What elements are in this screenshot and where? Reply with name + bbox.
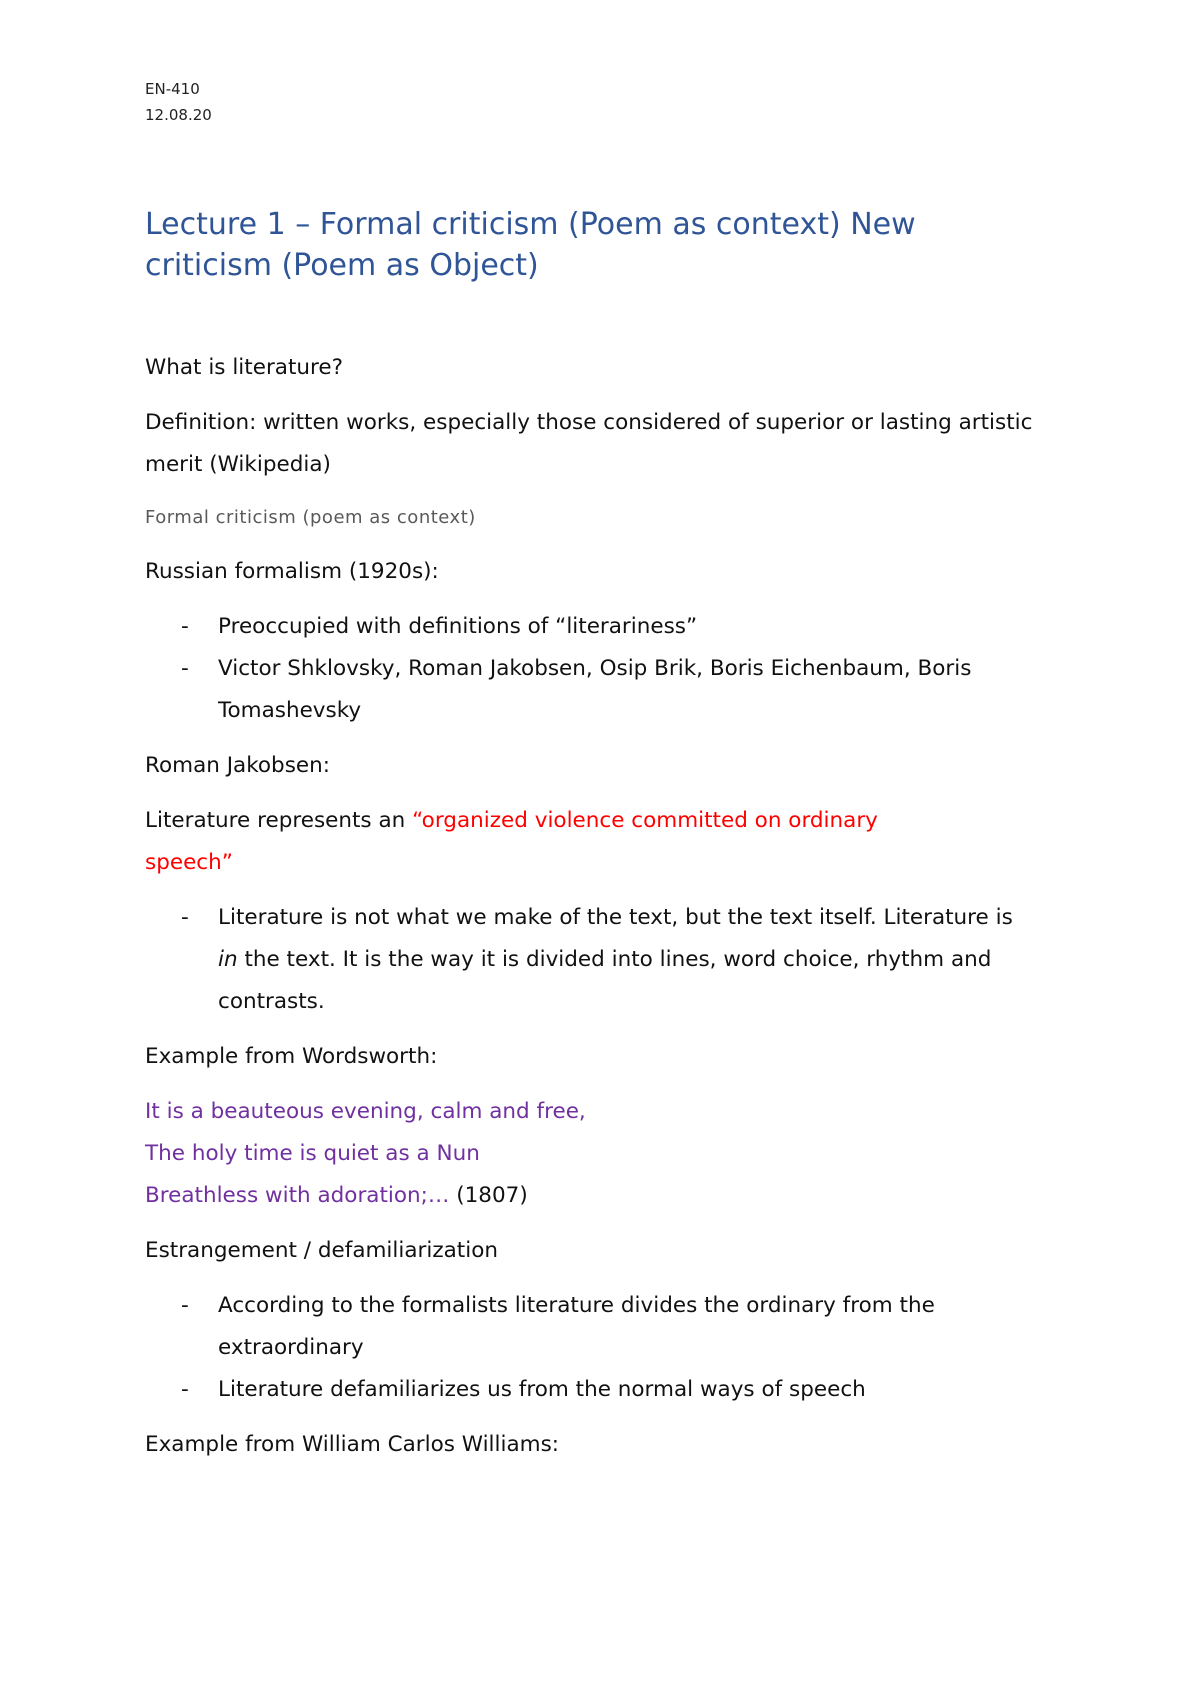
italic-emphasis: in (218, 947, 238, 972)
list-marker: - (181, 1293, 189, 1318)
list-item (145, 606, 1078, 648)
list-marker: - (181, 1377, 189, 1402)
russian-formalism-list (145, 606, 1080, 732)
estrangement-list (145, 1285, 1080, 1411)
list-marker: - (181, 656, 189, 681)
section-subheading: Formal criticism (poem as context) (145, 507, 476, 528)
list-item (145, 897, 1018, 1023)
list-item-text: Literature defamiliarizes us from the normal ways of speech (218, 1377, 866, 1402)
list-item (145, 1369, 1058, 1411)
jakobsen-list (145, 897, 1080, 1023)
williams-heading: Example from William Carlos Williams: (145, 1432, 560, 1457)
list-item-text: Literature is not what we make of the text, but the text itself. Literature is (218, 905, 1013, 930)
page-title: Lecture 1 – Formal criticism (Poem as context) New criticism (Poem as Object) (145, 207, 916, 283)
list-marker: - (181, 905, 189, 930)
poem-excerpt (145, 1091, 1080, 1217)
poem-line: The holy time is quiet as a Nun (145, 1141, 480, 1166)
list-item (145, 1285, 1058, 1369)
poem-line: It is a beauteous evening, calm and free, (145, 1099, 586, 1124)
highlighted-quote: “organized violence committed on ordinary speech” (145, 808, 878, 875)
quote-prefix: Literature represents an (145, 808, 413, 833)
estrangement-heading: Estrangement / defamiliarization (145, 1238, 498, 1263)
question-text: What is literature? (145, 355, 344, 380)
list-item (145, 648, 1078, 732)
list-item-text-cont: the text. It is the way it is divided into lines, word choice, rhythm and contrasts. (218, 947, 992, 1014)
jakobsen-quote-paragraph (145, 800, 945, 884)
definition-text: Definition: written works, especially those considered of superior or lasting artistic merit (Wikipedia) (145, 410, 1033, 477)
list-marker: - (181, 614, 189, 639)
course-code: EN-410 (145, 80, 200, 98)
poem-line-with-year (145, 1175, 1080, 1217)
poem-year: (1807) (449, 1183, 528, 1208)
russian-formalism-heading: Russian formalism (1920s): (145, 559, 439, 584)
jakobsen-heading: Roman Jakobsen: (145, 753, 331, 778)
list-item-text: According to the formalists literature divides the ordinary from the extraordinary (218, 1293, 935, 1360)
list-item-text: Victor Shklovsky, Roman Jakobsen, Osip Brik, Boris Eichenbaum, Boris Tomashevsky (218, 656, 972, 723)
wordsworth-heading: Example from Wordsworth: (145, 1044, 438, 1069)
lecture-date: 12.08.20 (145, 106, 212, 124)
list-item-text: Preoccupied with definitions of “literariness” (218, 614, 698, 639)
poem-line: Breathless with adoration;… (145, 1183, 450, 1208)
